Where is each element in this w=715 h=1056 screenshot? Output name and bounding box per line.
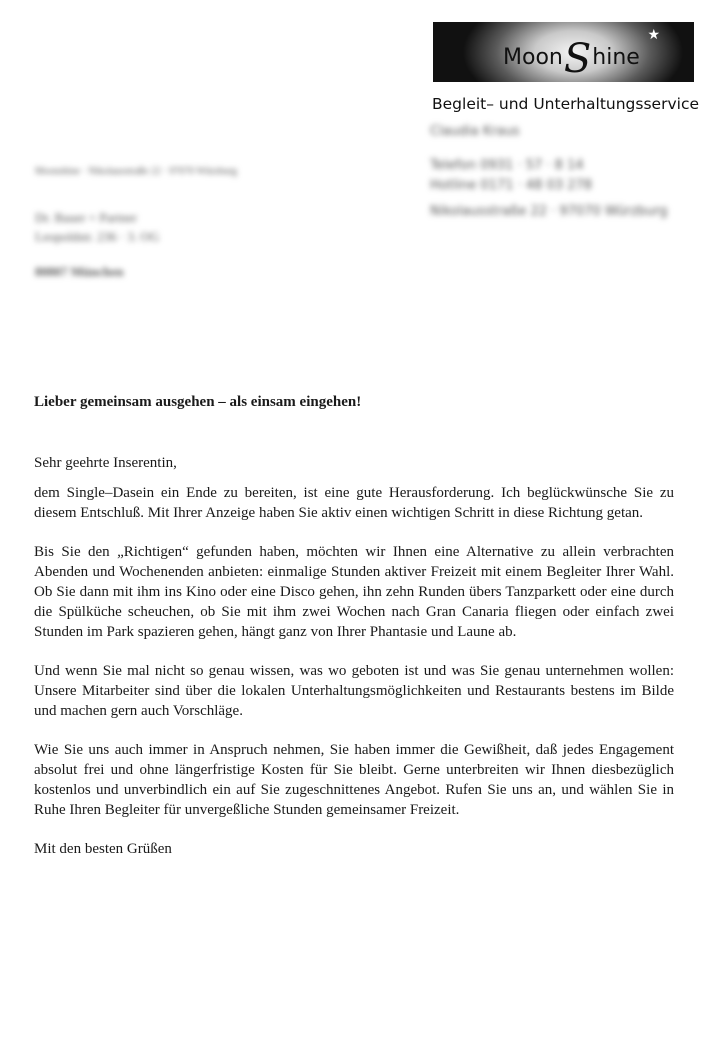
paragraph-2: Bis Sie den „Richtigen“ gefunden haben, möchten wir Ihnen eine Alternative zu allein verbrachten Abenden und Wochenenden anbieten: einmalige Stunden aktiver Freizeit mit einem Begleiter Ihrer Wahl. Ob Sie dann mit ihm ins Kino oder eine Disco gehen, ihn zehn Runden übers Tanzparkett oder eine durch die Spülküche scheuchen, ob Sie mit ihm zwei Wochen nach Gran Canaria fliegen oder einfach zwei Stunden im Park spazieren gehen, hängt ganz von Ihrer Phantasie und Laune ab.	[34, 544, 674, 640]
sender-address: Nikolausstraße 22 · 97070 Würzburg	[430, 204, 668, 219]
letter-subject: Lieber gemeinsam ausgehen – als einsam eingehen!	[34, 394, 362, 410]
moonshine-logo	[433, 22, 694, 82]
paragraph-4: Wie Sie uns auch immer in Anspruch nehmen, Sie haben immer die Gewißheit, daß jedes Engagement absolut frei und ohne längerfristige Kosten für Sie bleibt. Gerne unterbreiten wir Ihnen diesbezüglich kostenlos und unverbindlich ein auf Sie zugeschnittenes Angebot. Rufen Sie uns an, und wählen Sie in Ruhe Ihren Begleiter für unvergeßliche Stunden gemeinsamer Freizeit.	[34, 742, 674, 818]
sender-hotline: Hotline 0171 · 48 03 278	[430, 178, 593, 193]
sender-name: Claudia Kraus	[430, 124, 520, 139]
recipient-city: 80807 München	[35, 264, 124, 279]
letterhead-tagline: Begleit– und Unterhaltungsservice	[432, 95, 699, 113]
recipient-line-1: Dr. Bauer + Partner	[35, 210, 137, 225]
logo-letter-s: S	[563, 36, 592, 82]
logo-word-moon: Moon	[503, 45, 563, 70]
logo-word-hine: hine	[592, 45, 640, 70]
paragraph-1: dem Single–Dasein ein Ende zu bereiten, ist eine gute Herausforderung. Ich beglückwünsche Sie zu diesem Entschluß. Mit Ihrer Anzeige haben Sie aktiv einen wichtigen Schritt in diese Richtung getan.	[34, 485, 674, 521]
closing: Mit den besten Grüßen	[34, 841, 172, 857]
sender-phone: Telefon 0931 · 57 · 8 14	[430, 158, 584, 173]
sender-contact-block	[430, 122, 668, 222]
logo-wordmark	[503, 36, 640, 82]
star-icon: ★	[647, 27, 660, 43]
return-address-line: Moonshine · Nikolausstraße 22 · 97070 Würzburg	[35, 166, 237, 177]
paragraph-3: Und wenn Sie mal nicht so genau wissen, was wo geboten ist und was Sie genau unternehmen wollen: Unsere Mitarbeiter sind über die lokalen Unterhaltungsmöglichkeiten und Restaurants bestens im Bilde und machen gern auch Vorschläge.	[34, 663, 674, 719]
recipient-address	[35, 208, 159, 281]
salutation: Sehr geehrte Inserentin,	[34, 455, 177, 471]
letter-body	[34, 453, 674, 878]
recipient-line-2: Leopoldstr. 236 · 3. OG	[35, 229, 160, 244]
